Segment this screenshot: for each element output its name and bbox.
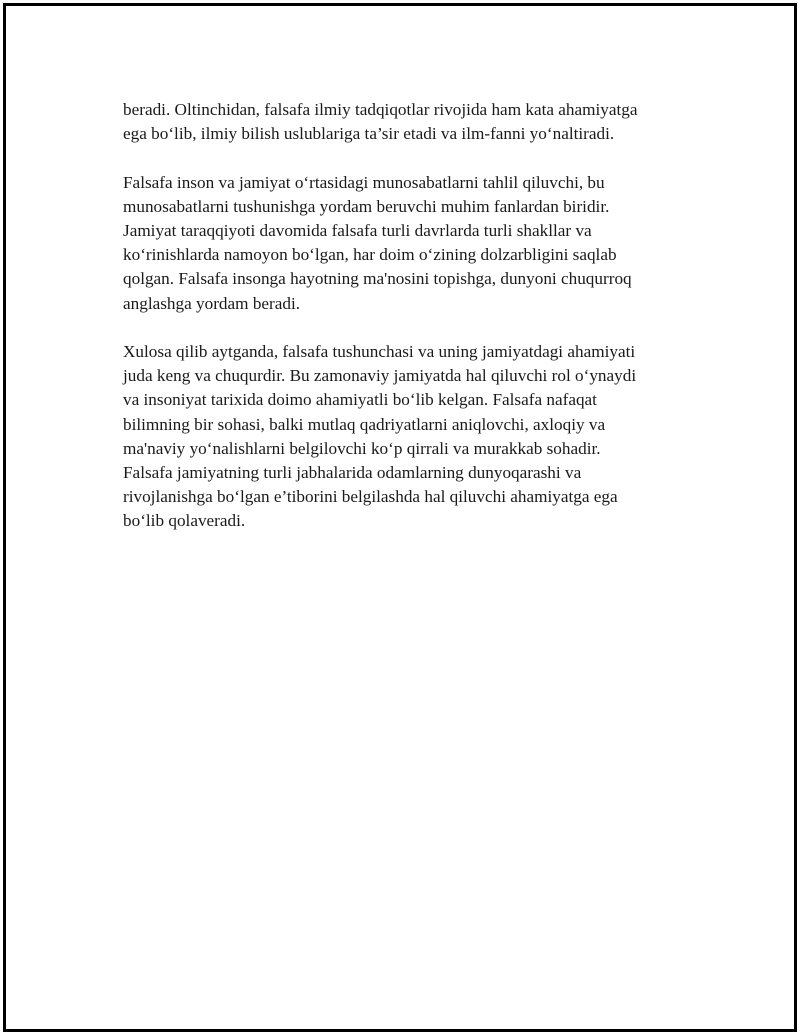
paragraph-line: va insoniyat tarixida doimo ahamiyatli bo‘lib kelgan. Falsafa nafaqat: [123, 390, 597, 410]
paragraph-line: bo‘lib qolaveradi.: [123, 511, 246, 531]
paragraph-line: juda keng va chuqurdir. Bu zamonaviy jamiyatda hal qiluvchi rol o‘ynaydi: [123, 366, 637, 386]
document-body: [123, 98, 703, 558]
paragraph-line: anglashga yordam beradi.: [123, 293, 301, 313]
paragraph-line: Falsafa inson va jamiyat o‘rtasidagi munosabatlarni tahlil qiluvchi, bu: [123, 172, 605, 192]
paragraph-line: Xulosa qilib aytganda, falsafa tushunchasi va uning jamiyatdagi ahamiyati: [123, 342, 636, 361]
paragraph-line: munosabatlarni tushunishga yordam beruvchi muhim fanlardan biridir.: [123, 196, 610, 216]
paragraph-line: bilimning bir sohasi, balki mutlaq qadriyatlarni aniqlovchi, axloqiy va: [123, 414, 606, 434]
paragraph-2: [123, 171, 703, 316]
paragraph-line: rivojlanishga bo‘lgan e’tiborini belgilashda hal qiluvchi ahamiyatga ega: [123, 487, 618, 507]
paragraph-1: [123, 98, 703, 146]
paragraph-line: ko‘rinishlarda namoyon bo‘lgan, har doim o‘zining dolzarbligini saqlab: [123, 245, 617, 265]
paragraph-line: Jamiyat taraqqiyoti davomida falsafa turli davrlarda turli shakllar va: [123, 221, 592, 240]
page-frame: [3, 3, 797, 1032]
paragraph-line: qolgan. Falsafa insonga hayotning ma'nosini topishga, dunyoni chuqurroq: [123, 269, 632, 289]
paragraph-line: beradi. Oltinchidan, falsafa ilmiy tadqiqotlar rivojida ham kata ahamiyatga: [123, 100, 638, 119]
paragraph-line: Falsafa jamiyatning turli jabhalarida odamlarning dunyoqarashi va: [123, 463, 582, 483]
paragraph-3: [123, 340, 703, 534]
paragraph-line: ega bo‘lib, ilmiy bilish uslublariga ta’sir etadi va ilm-fanni yo‘naltiradi.: [123, 124, 615, 144]
paragraph-line: ma'naviy yo‘nalishlarni belgilovchi ko‘p qirrali va murakkab sohadir.: [123, 438, 601, 458]
